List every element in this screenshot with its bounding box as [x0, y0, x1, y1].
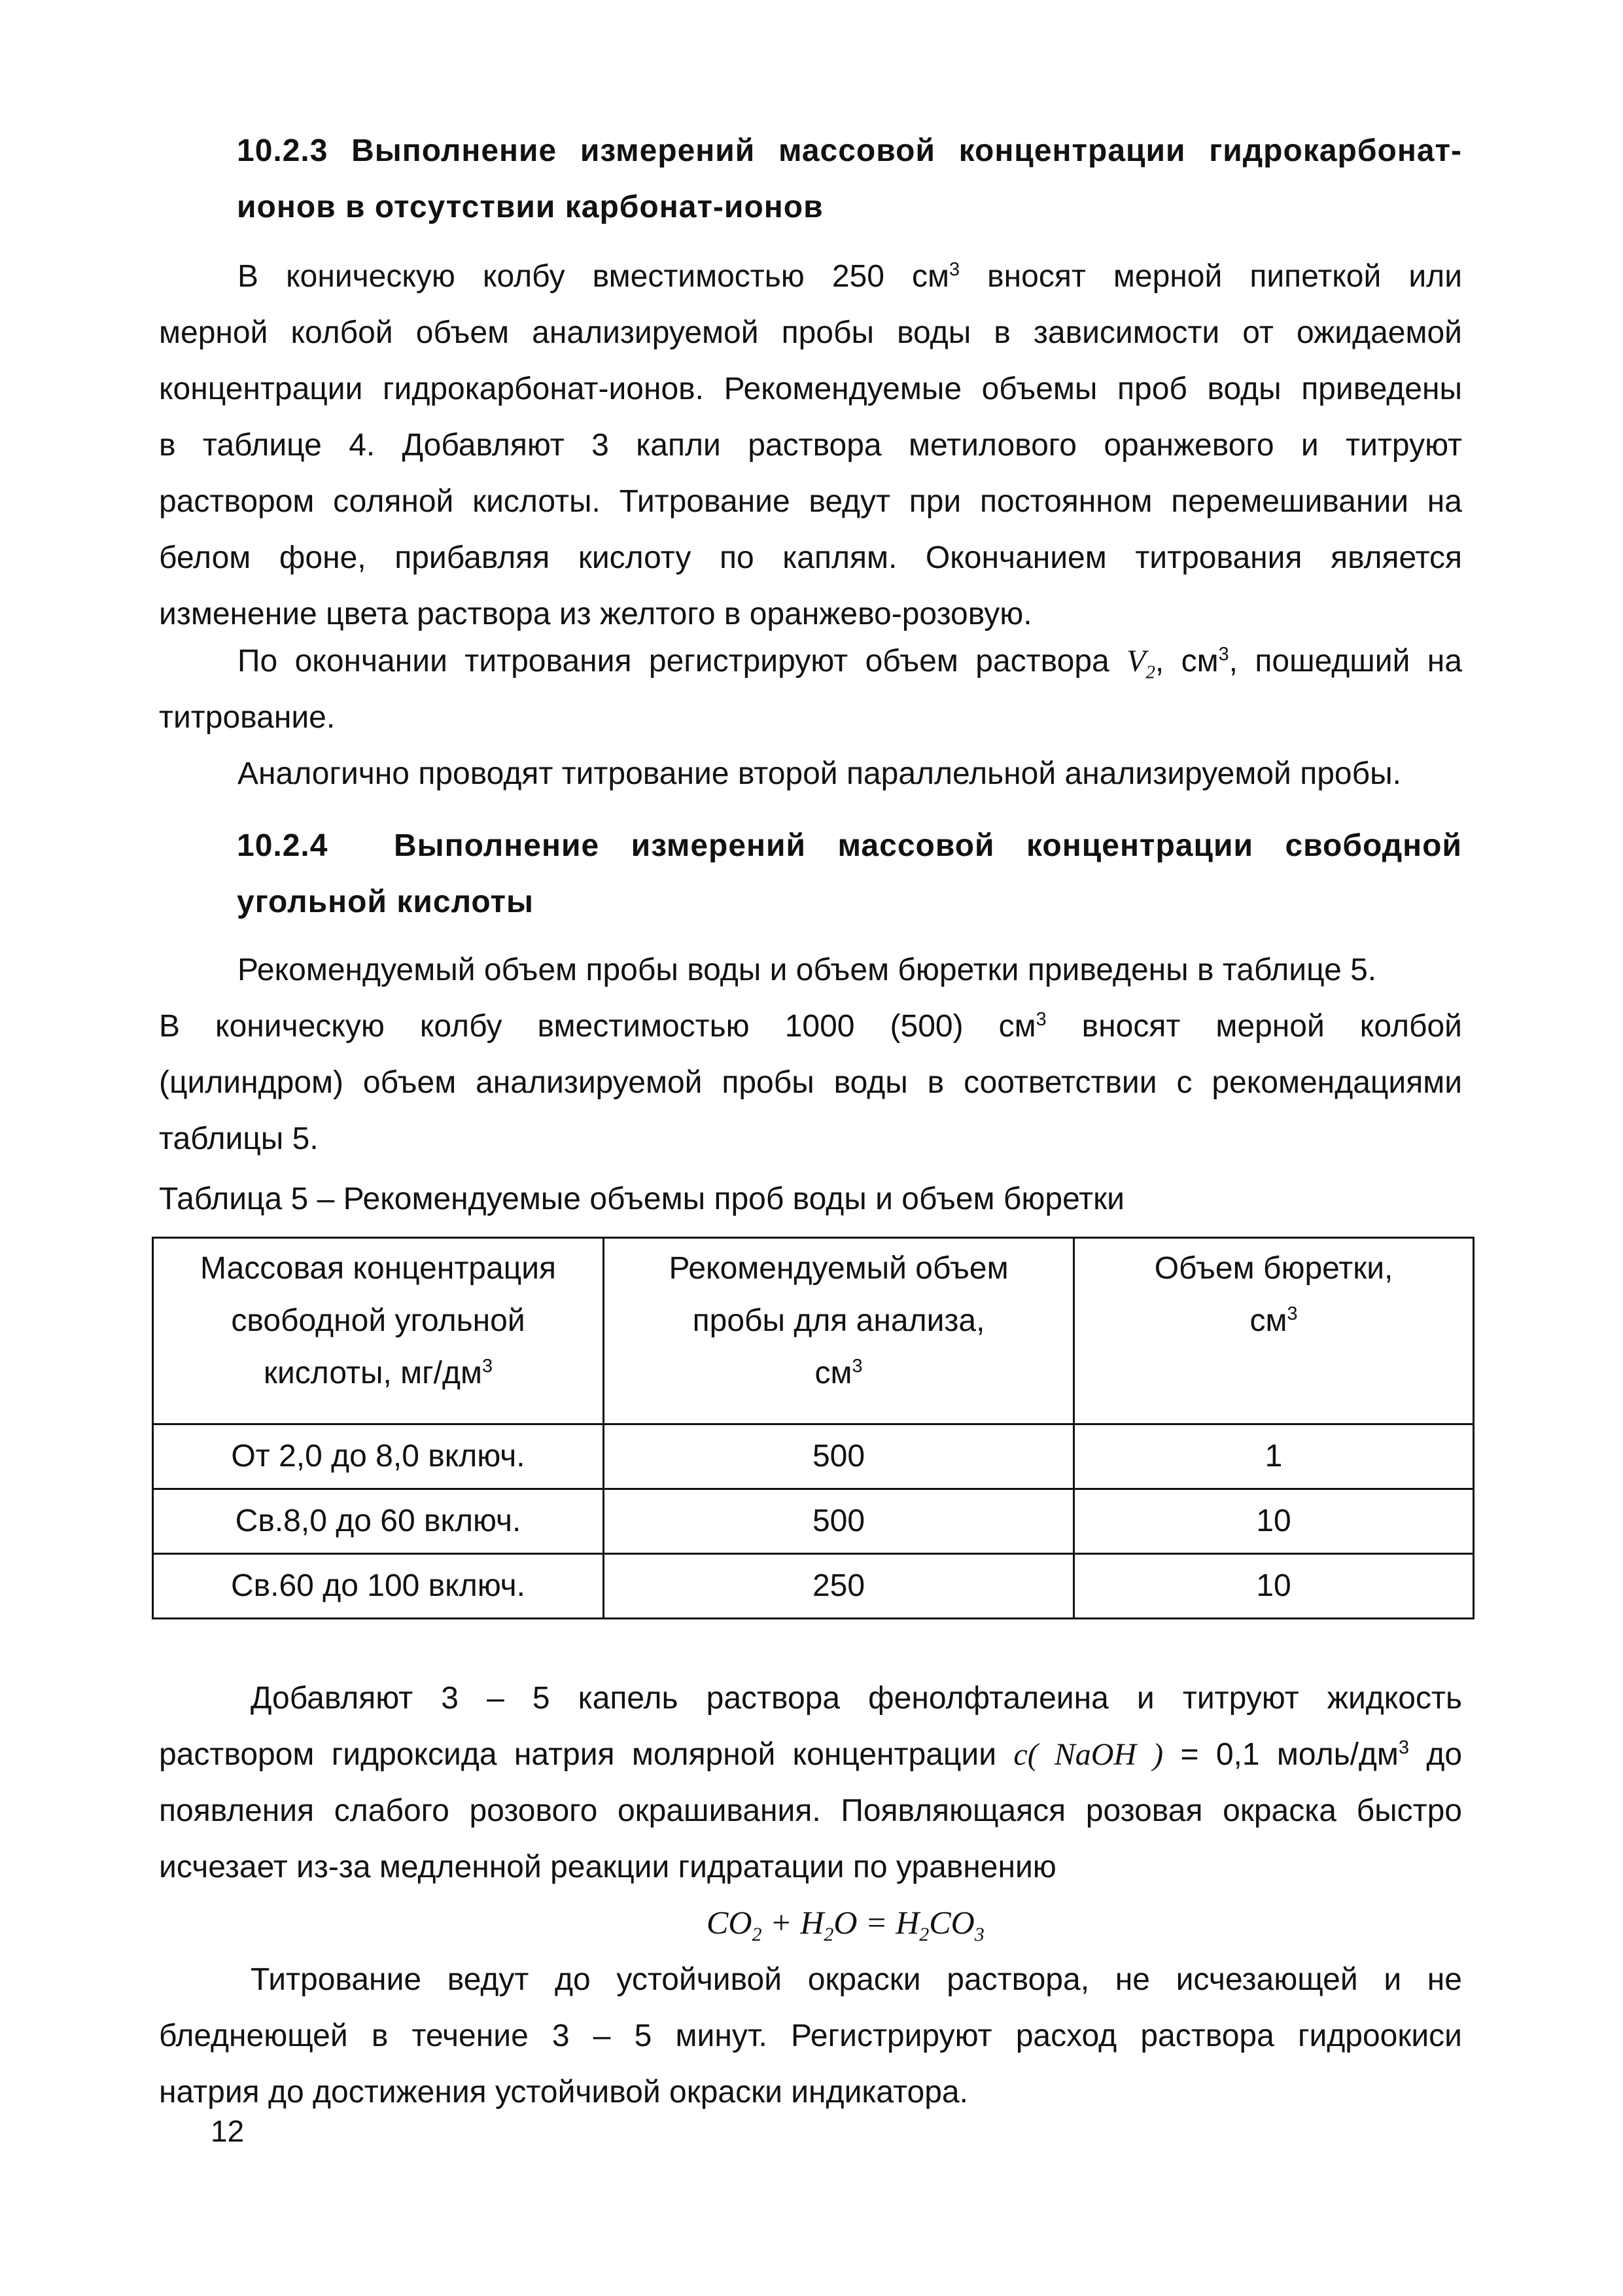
- text-span: В коническую колбу вместимостью 250 см: [237, 259, 950, 294]
- header-text: [611, 1347, 1066, 1400]
- header-text: Рекомендуемый объем: [669, 1251, 1009, 1286]
- heading-line: 10.2.3 Выполнение измерений массовой концентрации гидрокарбонат-: [237, 133, 1462, 168]
- text-line: титрование.: [159, 700, 336, 735]
- text-span: раствором гидроксида натрия молярной концентрации: [159, 1737, 1014, 1772]
- cell-burette-volume: 10: [1074, 1489, 1474, 1554]
- cell-concentration: От 2,0 до 8,0 включ.: [153, 1424, 604, 1489]
- formula-part: O = H: [833, 1904, 920, 1941]
- text-span: = 0,1 моль/дм: [1163, 1737, 1399, 1772]
- superscript: 3: [1287, 1303, 1298, 1324]
- cell-concentration: Св.8,0 до 60 включ.: [153, 1489, 604, 1554]
- cell-sample-volume: 250: [604, 1554, 1074, 1619]
- heading-line: [237, 818, 1462, 874]
- header-text: [1081, 1295, 1466, 1347]
- section-10-2-4-heading: [237, 818, 1462, 930]
- header-text: [160, 1347, 596, 1400]
- cell-burette-volume: 1: [1074, 1424, 1474, 1489]
- heading-text: Выполнение измерений массовой концентрации свободной: [394, 828, 1462, 863]
- subscript: 2: [824, 1924, 834, 1945]
- heading-line: ионов в отсутствии карбонат-ионов: [237, 190, 824, 224]
- table-header-row: [153, 1238, 1474, 1424]
- text-line: в таблице 4. Добавляют 3 капли раствора метилового оранжевого и титруют: [159, 428, 1462, 463]
- text-line: белом фоне, прибавляя кислоту по каплям. Окончанием титрования является: [159, 540, 1462, 575]
- header-text: Массовая концентрация: [200, 1251, 556, 1286]
- variable-v2: [1126, 644, 1155, 683]
- text-line: раствором соляной кислоты. Титрование ведут при постоянном перемешивании на: [159, 484, 1462, 519]
- text-line: натрия до достижения устойчивой окраски индикатора.: [159, 2075, 968, 2110]
- header-burette-volume: [1074, 1238, 1474, 1424]
- text-span: см: [1249, 1303, 1287, 1338]
- text-span: до: [1408, 1737, 1463, 1772]
- text-span: см: [814, 1356, 852, 1390]
- caption-text: Таблица 5 – Рекомендуемые объемы проб воды и объем бюретки: [159, 1182, 1125, 1216]
- text-line: Титрование ведут до устойчивой окраски раствора, не исчезающей и не: [251, 1962, 1462, 1997]
- text-line: (цилиндром) объем анализируемой пробы воды в соответствии с рекомендациями: [159, 1065, 1462, 1100]
- section-10-2-3-paragraph-3: [237, 746, 1462, 802]
- section-number: 10.2.4: [237, 828, 328, 863]
- text-line: исчезает из-за медленной реакции гидратации по уравнению: [159, 1850, 1056, 1884]
- section-10-2-3-paragraph-2: [159, 633, 1462, 746]
- table-5-caption: [159, 1171, 1462, 1227]
- formula-naoh: ( NaOH ): [1027, 1737, 1164, 1772]
- superscript: 3: [1398, 1737, 1409, 1758]
- formula-part: CO: [929, 1904, 975, 1941]
- text-line: [159, 249, 1462, 305]
- subscript: 2: [1145, 662, 1155, 683]
- heading-line: угольной кислоты: [237, 885, 534, 919]
- superscript: 3: [1218, 644, 1229, 665]
- text-line: Рекомендуемый объем пробы воды и объем бюретки приведены в таблице 5.: [237, 953, 1377, 987]
- text-line: изменение цвета раствора из желтого в оранжево-розовую.: [159, 597, 1032, 631]
- text-line: появления слабого розового окрашивания. Появляющаяся розовая окраска быстро: [159, 1793, 1462, 1828]
- text-span: По окончании титрования регистрируют объем раствора: [237, 644, 1127, 679]
- subscript: 3: [974, 1924, 985, 1945]
- text-line: мерной колбой объем анализируемой пробы воды в зависимости от ожидаемой: [159, 315, 1462, 350]
- section-10-2-3-paragraph-1: [159, 249, 1462, 643]
- subscript: 2: [919, 1924, 930, 1945]
- subscript: 2: [752, 1924, 762, 1945]
- text-span: В коническую колбу вместимостью 1000 (500) см: [159, 1009, 1036, 1044]
- cell-concentration: Св.60 до 100 включ.: [153, 1554, 604, 1619]
- table-row: [153, 1489, 1474, 1554]
- superscript: 3: [949, 259, 960, 280]
- header-text: пробы для анализа,: [692, 1303, 985, 1338]
- header-sample-volume: [604, 1238, 1074, 1424]
- hydration-equation: [707, 1896, 985, 1949]
- text-line: Добавляют 3 – 5 капель раствора фенолфталеина и титруют жидкость: [251, 1681, 1462, 1716]
- table-row: [153, 1424, 1474, 1489]
- text-line: концентрации гидрокарбонат-ионов. Рекомендуемые объемы проб воды приведены: [159, 372, 1462, 406]
- formula-part: CO: [707, 1904, 752, 1941]
- cell-burette-volume: 10: [1074, 1554, 1474, 1619]
- section-10-2-3-heading: [237, 123, 1462, 236]
- text-span: вносят мерной колбой: [1046, 1009, 1462, 1044]
- variable-c: c: [1013, 1737, 1028, 1772]
- superscript: 3: [1036, 1009, 1047, 1030]
- formula-part: + H: [761, 1904, 824, 1941]
- table-row: [153, 1554, 1474, 1619]
- after-table-paragraph-1: [159, 1670, 1462, 1896]
- page-number: 12: [211, 2114, 245, 2148]
- text-span: , см: [1155, 644, 1219, 679]
- text-line: [159, 1727, 1462, 1783]
- superscript: 3: [852, 1356, 863, 1377]
- header-concentration: [153, 1238, 604, 1424]
- cell-sample-volume: 500: [604, 1489, 1074, 1554]
- text-line: таблицы 5.: [159, 1122, 319, 1156]
- after-table-paragraph-2: [159, 1952, 1462, 2121]
- text-line: [159, 633, 1462, 690]
- header-text: свободной угольной: [231, 1303, 525, 1338]
- text-span: вносят мерной пипеткой или: [960, 259, 1463, 294]
- text-span: кислоты, мг/дм: [263, 1356, 482, 1390]
- variable-letter: V: [1126, 644, 1146, 679]
- header-text: Объем бюретки,: [1154, 1251, 1393, 1286]
- cell-sample-volume: 500: [604, 1424, 1074, 1489]
- text-line: бледнеющей в течение 3 – 5 минут. Регистрируют расход раствора гидроокиси: [159, 2019, 1462, 2053]
- superscript: 3: [482, 1356, 493, 1377]
- text-line: Аналогично проводят титрование второй параллельной анализируемой пробы.: [237, 756, 1401, 791]
- text-span: , пошедший на: [1229, 644, 1463, 679]
- text-line: [159, 998, 1462, 1055]
- section-10-2-4-paragraph: [159, 942, 1462, 1167]
- table-5: [152, 1237, 1475, 1619]
